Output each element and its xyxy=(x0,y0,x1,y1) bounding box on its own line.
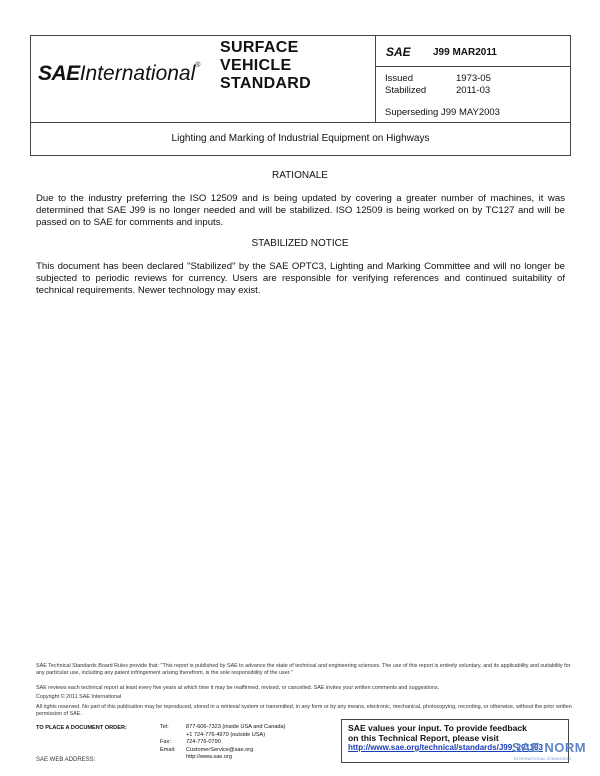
header-divider-top xyxy=(375,66,570,67)
stabilized-text: This document has been declared "Stabilized" by the SAE OPTC3, Lighting and Marking Committee and will no longer be subjected to periodic reviews for currency. Users are responsible for verifying references and continued suitability of technical requirements. Newer technology may exist. xyxy=(36,261,565,296)
issued-label: Issued xyxy=(385,73,413,84)
document-type: SURFACE VEHICLE STANDARD xyxy=(220,39,311,92)
feedback-line-1: SAE values your input. To provide feedback xyxy=(348,723,527,733)
footer-copyright: Copyright © 2011 SAE International xyxy=(36,694,122,700)
sae-norm-watermark: SAE NORM INTERNATIONAL STANDARDS xyxy=(512,740,587,761)
header-box xyxy=(30,35,571,156)
header-divider-bottom xyxy=(31,122,570,123)
contact-labels: Tel: Fax: Email: xyxy=(160,724,176,753)
footer-rules: SAE Technical Standards Board Rules provide that: "This report is published by SAE to advance the state of technical and engineering sciences. The use of this report is entirely voluntary, and its applicability and suitability for any particular use, including any patent infringement arising therefrom, is the sole responsibility of the user." xyxy=(36,663,571,676)
sae-website-link[interactable]: http://www.sae.org xyxy=(186,754,233,761)
order-label: TO PLACE A DOCUMENT ORDER: xyxy=(36,725,127,731)
document-number: J99 MAR2011 xyxy=(433,47,497,58)
feedback-line-2: on this Technical Report, please visit xyxy=(348,733,499,743)
contact-values: 877-606-7323 (inside USA and Canada) +1 724-776-4970 (outside USA) 724-776-0790 CustomerService@sae.org http://www.sae.org xyxy=(186,724,286,761)
customer-service-email[interactable]: CustomerService@sae.org xyxy=(186,746,254,753)
footer-web-label: SAE WEB ADDRESS: xyxy=(36,757,96,763)
rationale-text: Due to the industry preferring the ISO 12509 and is being updated by covering a greater number of machines, it was determined that SAE J99 is no longer needed and will be stabilized. ISO 12509 is being worked on by TC127 and will be passed on to SAE for comments and inputs. xyxy=(36,193,565,228)
feedback-link[interactable]: http://www.sae.org/technical/standards/J99_201103 xyxy=(348,743,543,752)
issued-value: 1973-05 xyxy=(456,73,491,84)
superseding-note: Superseding J99 MAY2003 xyxy=(385,107,500,118)
corner-sae-logo: SAE xyxy=(386,45,411,59)
sae-international-logo: SAEInternational® xyxy=(38,62,201,85)
document-title: Lighting and Marking of Industrial Equipment on Highways xyxy=(171,133,430,144)
header-divider-vertical xyxy=(375,36,376,122)
stabilized-value: 2011-03 xyxy=(456,85,491,96)
stabilized-label: Stabilized xyxy=(385,85,427,96)
stabilized-heading: STABILIZED NOTICE xyxy=(251,238,349,249)
footer-review: SAE reviews each technical report at least every five years at which time it may be reaffirmed, revised, or cancelled. SAE invites your written comments and suggestions. xyxy=(36,685,440,691)
rationale-heading: RATIONALE xyxy=(272,170,328,181)
footer-rights: All rights reserved. No part of this publication may be reproduced, stored in a retrieval system or transmitted, in any form or by any means, electronic, mechanical, photocopying, recording, or otherwise, without the prior written permission of SAE. xyxy=(36,704,572,717)
